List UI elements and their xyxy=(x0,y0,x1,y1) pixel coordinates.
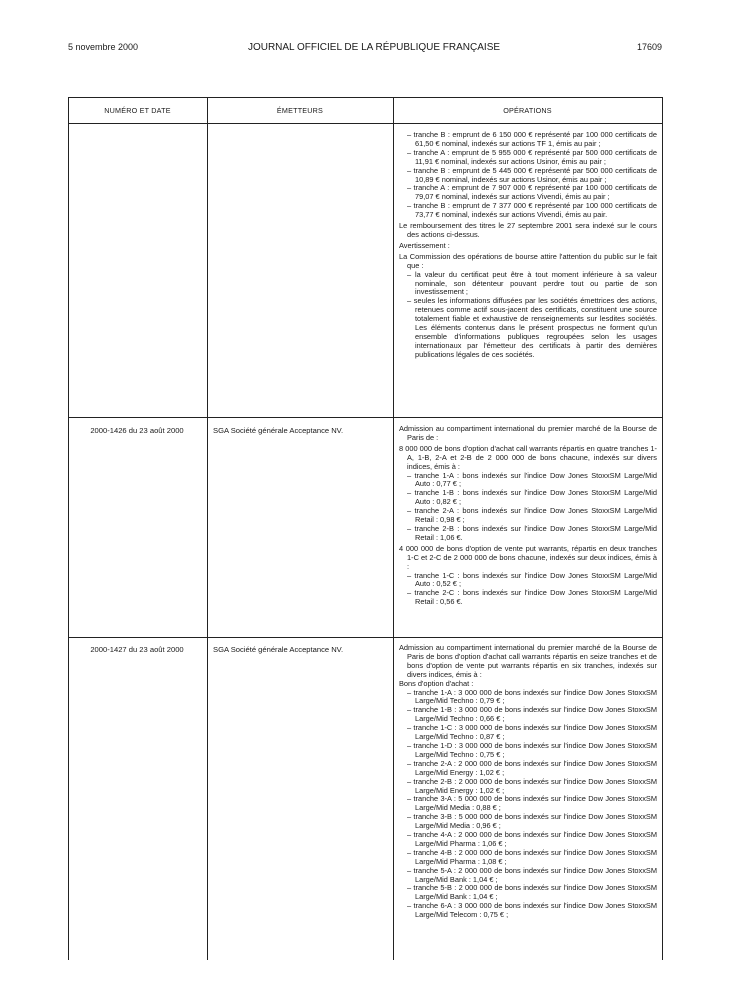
operation-paragraph: Avertissement : xyxy=(399,240,450,250)
column-divider xyxy=(207,97,208,960)
operation-list-item: – tranche B : emprunt de 7 377 000 € représenté par 100 000 certificats de 73,77 € nominal, indexés sur actions Vivendi, émis au pair. xyxy=(407,201,657,220)
emetteur: SGA Société générale Acceptance NV. xyxy=(213,645,344,654)
operation-list-item: – tranche 2-B : 2 000 000 de bons indexés sur l'indice Dow Jones StoxxSM Large/Mid Energy : 1,02 € ; xyxy=(407,776,657,795)
row-separator xyxy=(68,417,663,418)
operation-list-item: – tranche 2-A : 2 000 000 de bons indexés sur l'indice Dow Jones StoxxSM Large/Mid Energy : 1,02 € ; xyxy=(407,758,657,777)
column-header-numero: NUMÉRO ET DATE xyxy=(104,106,171,115)
operation-list-item: – tranche 2-B : bons indexés sur l'indice Dow Jones StoxxSM Large/Mid Retail : 1,06 €. xyxy=(407,523,657,542)
operation-list-item: – seules les informations diffusées par les sociétés émettrices des actions, retenues comme actif sous-jacent des certificats, constituent une source totalement fiable et exhaustive de renseignements sur lesdites sociétés. Les éléments contenus dans le présent prospectus ne forment qu'un ensemble d'informations publiques regroupées selon les usages internationaux par l'émetteur des certificats à partir des dernières publications légales de ces sociétés. xyxy=(407,296,657,359)
operation-paragraph: Le remboursement des titres le 27 septembre 2001 sera indexé sur le cours des actions ci-dessus. xyxy=(399,221,657,239)
operation-list-item: – tranche 3-A : 5 000 000 de bons indexés sur l'indice Dow Jones StoxxSM Large/Mid Media : 0,88 € ; xyxy=(407,794,657,813)
operation-list-item: – tranche 3-B : 5 000 000 de bons indexés sur l'indice Dow Jones StoxxSM Large/Mid Media : 0,96 € ; xyxy=(407,812,657,831)
header-date: 5 novembre 2000 xyxy=(68,42,139,52)
table-left-border xyxy=(68,97,69,960)
emetteur: SGA Société générale Acceptance NV. xyxy=(213,426,344,435)
operation-list-item: – tranche B : emprunt de 5 445 000 € représenté par 500 000 certificats de 10,89 € nominal, indexés sur actions Usinor, émis au pair ; xyxy=(407,165,657,184)
column-header-emetteurs: ÉMETTEURS xyxy=(276,106,324,115)
operation-list-item: – tranche A : emprunt de 5 955 000 € représenté par 500 000 certificats de 11,91 € nominal, indexés sur actions Usinor, émis au pair ; xyxy=(407,147,657,166)
journal-title: JOURNAL OFFICIEL DE LA RÉPUBLIQUE FRANÇAISE xyxy=(247,42,501,53)
column-header-operations: OPÉRATIONS xyxy=(503,106,552,115)
operation-paragraph: Bons d'option d'achat : xyxy=(399,678,474,688)
operation-paragraph: 8 000 000 de bons d'option d'achat call warrants répartis en quatre tranches 1-A, 1-B, 2-A et 2-B de 2 000 000 de bons chacune, indexés sur divers indices, émis à : xyxy=(399,443,657,471)
operation-paragraph: 4 000 000 de bons d'option de vente put warrants, répartis en deux tranches 1-C et 2-C de 2 000 000 de bons chacune, indexés sur deux indices, émis à : xyxy=(399,543,657,571)
operation-list-item: – tranche 1-B : bons indexés sur l'indice Dow Jones StoxxSM Large/Mid Auto : 0,82 € ; xyxy=(407,488,657,507)
operations-cell xyxy=(399,131,657,360)
table-top-border xyxy=(68,97,663,98)
operation-list-item: – tranche 4-B : 2 000 000 de bons indexés sur l'indice Dow Jones StoxxSM Large/Mid Pharma : 1,08 € ; xyxy=(407,847,657,866)
operation-paragraph: Admission au compartiment international du premier marché de la Bourse de Paris de : xyxy=(399,424,657,442)
operation-list-item: – tranche 6-A : 3 000 000 de bons indexés sur l'indice Dow Jones StoxxSM Large/Mid Telecom : 0,75 € ; xyxy=(407,901,657,920)
operation-list-item: – tranche 1-B : 3 000 000 de bons indexés sur l'indice Dow Jones StoxxSM Large/Mid Techno : 0,66 € ; xyxy=(407,705,657,724)
row-separator xyxy=(68,637,663,638)
operation-list-item: – tranche 1-A : bons indexés sur l'indice Dow Jones StoxxSM Large/Mid Auto : 0,77 € ; xyxy=(407,470,657,489)
operation-list-item: – tranche 5-B : 2 000 000 de bons indexés sur l'indice Dow Jones StoxxSM Large/Mid Bank : 1,04 € ; xyxy=(407,883,657,902)
operation-list-item: – tranche 1-C : 3 000 000 de bons indexés sur l'indice Dow Jones StoxxSM Large/Mid Techno : 0,87 € ; xyxy=(407,723,657,742)
operations-cell xyxy=(399,644,657,920)
operation-list-item: – tranche 1-A : 3 000 000 de bons indexés sur l'indice Dow Jones StoxxSM Large/Mid Techno : 0,79 € ; xyxy=(407,687,657,706)
operation-list-item: – la valeur du certificat peut être à tout moment inférieure à sa valeur nominale, son détenteur pouvant perdre tout ou partie de son investissement ; xyxy=(407,269,657,297)
operation-list-item: – tranche 2-A : bons indexés sur l'indice Dow Jones StoxxSM Large/Mid Retail : 0,98 € ; xyxy=(407,506,657,525)
operations-cell xyxy=(399,425,657,607)
numero-date: 2000-1426 du 23 août 2000 xyxy=(90,426,184,435)
operation-list-item: – tranche A : emprunt de 7 907 000 € représenté par 100 000 certificats de 79,07 € nominal, indexés sur actions Vivendi, émis au pair ; xyxy=(407,183,657,202)
table-header-border xyxy=(68,123,663,124)
operation-list-item: – tranche 5-A : 2 000 000 de bons indexés sur l'indice Dow Jones StoxxSM Large/Mid Bank : 1,04 € ; xyxy=(407,865,657,884)
operation-list-item: – tranche 4-A : 2 000 000 de bons indexés sur l'indice Dow Jones StoxxSM Large/Mid Pharma : 1,06 € ; xyxy=(407,830,657,848)
operation-list-item: – tranche B : emprunt de 6 150 000 € représenté par 100 000 certificats de 61,50 € nominal, indexés sur actions TF 1, émis au pair ; xyxy=(407,130,657,148)
column-divider xyxy=(393,97,394,960)
operation-paragraph: La Commission des opérations de bourse attire l'attention du public sur le fait que : xyxy=(399,251,657,270)
operation-list-item: – tranche 1-D : 3 000 000 de bons indexés sur l'indice Dow Jones StoxxSM Large/Mid Techno : 0,75 € ; xyxy=(407,740,657,759)
operation-list-item: – tranche 1-C : bons indexés sur l'indice Dow Jones StoxxSM Large/Mid Auto : 0,52 € ; xyxy=(407,570,657,589)
table-right-border xyxy=(662,97,663,960)
operation-list-item: – tranche 2-C : bons indexés sur l'indice Dow Jones StoxxSM Large/Mid Retail : 0,56 €. xyxy=(407,588,657,607)
numero-date: 2000-1427 du 23 août 2000 xyxy=(90,645,184,654)
page-number: 17609 xyxy=(636,42,662,52)
operation-paragraph: Admission au compartiment international du premier marché de la Bourse de Paris de bons d'option d'achat call warrants répartis en seize tranches et de bons d'option de vente put warrants répartis en six tranches, indexés sur divers indices, émis à : xyxy=(399,643,657,679)
